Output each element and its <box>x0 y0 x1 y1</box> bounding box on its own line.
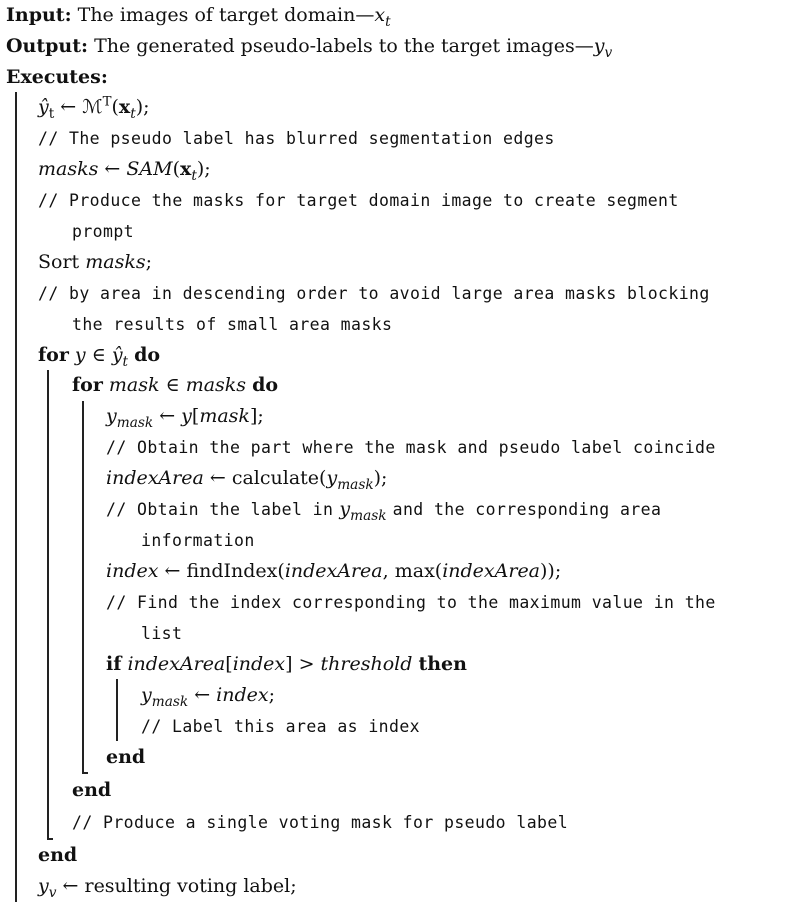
var-threshold: threshold <box>320 653 413 675</box>
do-keyword: do <box>252 374 279 396</box>
result-text: resulting voting label; <box>84 875 297 897</box>
comment-3a: // by area in descending order to avoid large area masks blocking <box>38 284 710 303</box>
var-y: y <box>339 498 351 520</box>
sub-mask: mask <box>116 414 154 431</box>
comment-8: // Produce a single voting mask for pseudo label <box>72 813 569 832</box>
var-bold-x: x <box>180 158 192 180</box>
assign-arrow: ← <box>209 467 226 489</box>
assign-arrow: ← <box>159 405 176 427</box>
algo-line-5: indexArea ← $calculate(y_{mask})$; <box>106 467 388 493</box>
output-text: The generated pseudo-labels to the target images— <box>94 35 594 57</box>
algo-line-2: masks ← $SAM(x_t)$; <box>38 158 211 184</box>
assign-arrow: ← <box>104 158 121 180</box>
func-max: max <box>394 560 435 582</box>
block-bar-executes <box>15 92 17 902</box>
var-y-hat: ŷ <box>38 96 49 118</box>
var-index-area: indexArea <box>127 653 226 675</box>
sub-mask: mask <box>350 507 387 524</box>
then-keyword: then <box>418 653 467 675</box>
var-y: y <box>326 467 338 489</box>
algo-line-7: $y_{mask}$ ← index; <box>141 684 276 710</box>
sub-t: t <box>122 353 129 370</box>
algo-line-final <box>38 871 297 902</box>
var-index: index <box>232 653 286 675</box>
comment-7: // Label this area as index <box>141 717 421 736</box>
for-keyword: for <box>38 344 69 366</box>
var-index: index <box>106 560 159 582</box>
block-bar-for-inner-tick <box>82 772 88 774</box>
sub-v: v <box>48 884 57 901</box>
block-bar-if <box>116 679 118 741</box>
comment-5b: and the corresponding area <box>392 500 662 519</box>
sub-mask: mask <box>337 476 374 493</box>
comment-2b: prompt <box>72 222 135 241</box>
var-index-area: indexArea <box>284 560 383 582</box>
algo-line-1: $ŷ_t$ ← $ℳ^T(x_t)$; <box>38 94 150 122</box>
block-bar-for-inner <box>82 401 84 774</box>
sub-t: t <box>48 105 55 122</box>
var-index: index <box>216 684 269 706</box>
assign-arrow: ← <box>164 560 181 582</box>
func-sam: SAM <box>126 158 173 180</box>
assign-arrow: ← <box>60 96 77 118</box>
func-calculate: calculate <box>231 467 320 489</box>
algo-line-6: index ← findIndex(indexArea, max(indexArea)); <box>106 560 562 582</box>
comment-5c: information <box>141 531 255 550</box>
var-masks: masks <box>85 251 146 273</box>
for-keyword: for <box>72 374 103 396</box>
assign-arrow: ← <box>62 875 79 897</box>
var-y: y <box>74 344 86 366</box>
var-y: y <box>181 405 192 427</box>
var-y: y <box>106 405 117 427</box>
executes-label: Executes: <box>6 66 108 88</box>
comment-5a: // Obtain the label in <box>106 500 334 519</box>
sub-t: t <box>130 105 136 122</box>
in-symbol: ∈ <box>91 344 106 366</box>
func-find-index: findIndex <box>186 560 278 582</box>
sub-v: v <box>604 44 613 61</box>
if-line: if indexArea[index] > threshold then <box>106 653 467 675</box>
comment-1: // The pseudo label has blurred segmentation edges <box>38 129 555 148</box>
comment-6a: // Find the index corresponding to the maximum value in the <box>106 593 716 612</box>
output-line <box>6 31 612 62</box>
var-y-hat: ŷ <box>111 344 123 366</box>
output-label: Output: <box>6 35 89 57</box>
end-for-outer: end <box>38 844 78 866</box>
algo-line-4: $y_{mask}$ ← y[mask]; <box>106 405 264 431</box>
var-y: y <box>593 35 605 57</box>
end-for-inner: end <box>72 779 112 801</box>
sub-mask: mask <box>151 693 189 710</box>
var-bold-x: x <box>118 96 131 118</box>
input-line <box>6 0 391 31</box>
var-index-area: indexArea <box>442 560 541 582</box>
sub-t: t <box>385 13 391 30</box>
sort-keyword: Sort <box>38 251 80 273</box>
sup-T: T <box>102 94 112 110</box>
var-mask: mask <box>108 374 160 396</box>
var-y: y <box>141 684 152 706</box>
for-outer-line <box>38 340 160 371</box>
var-mask: mask <box>199 405 250 427</box>
block-bar-for-outer <box>47 370 49 840</box>
assign-arrow: ← <box>194 684 211 706</box>
model-symbol: ℳ <box>82 96 103 118</box>
algo-line-3: Sort masks; <box>38 251 152 273</box>
sub-t: t <box>191 167 197 184</box>
comment-5a-line <box>106 494 661 525</box>
in-symbol: ∈ <box>165 374 180 396</box>
end-if: end <box>106 746 146 768</box>
comment-2a: // Produce the masks for target domain image to create segment <box>38 191 679 210</box>
var-masks: masks <box>185 374 247 396</box>
do-keyword: do <box>134 344 161 366</box>
for-inner-line <box>72 370 278 401</box>
input-text: The images of target domain— <box>77 4 375 26</box>
comment-4: // Obtain the part where the mask and pseudo label coincide <box>106 438 716 457</box>
var-masks: masks <box>38 158 99 180</box>
comment-3b: the results of small area masks <box>72 315 393 334</box>
comment-6b: list <box>141 624 183 643</box>
var-y: y <box>38 875 49 897</box>
executes-line <box>6 62 108 93</box>
if-keyword: if <box>106 653 122 675</box>
var-x: x <box>374 4 386 26</box>
input-label: Input: <box>6 4 72 26</box>
var-index-area: indexArea <box>106 467 204 489</box>
